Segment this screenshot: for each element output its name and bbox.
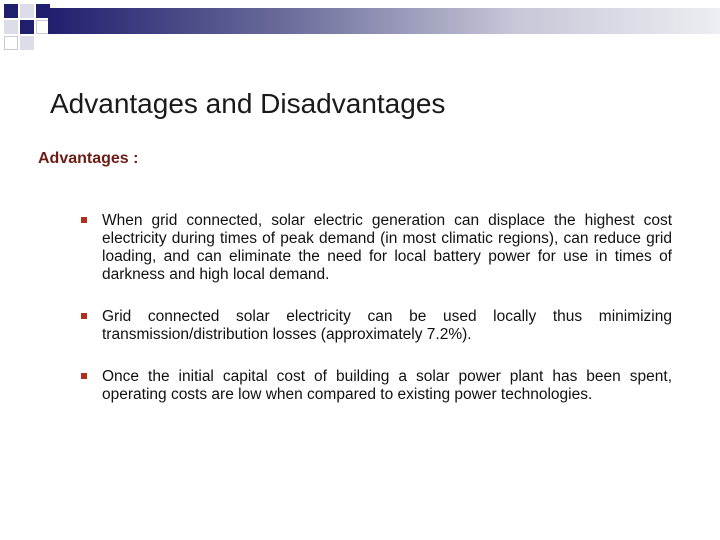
bullet-text: Once the initial capital cost of building a solar power plant has been spent, operating costs are low when compared to existing power technologies.	[102, 368, 672, 403]
bullet-item	[78, 212, 672, 284]
bullet-item	[78, 308, 672, 344]
bullet-text: Grid connected solar electricity can be used locally thus minimizing transmission/distribution losses (approximately 7.2%).	[102, 308, 672, 343]
header-gradient-bar	[48, 8, 720, 34]
square-bullet-icon	[81, 217, 87, 223]
section-heading: Advantages :	[38, 150, 139, 167]
decor-square-outline-2	[4, 36, 18, 50]
bullet-text: When grid connected, solar electric generation can displace the highest cost electricity during times of peak demand (in most climatic regions), can reduce grid loading, and can eliminate the need for local battery power for use in times of darkness and high local demand.	[102, 212, 672, 283]
slide-title: Advantages and Disadvantages	[50, 88, 446, 119]
decor-square-navy-1	[4, 4, 18, 18]
decor-square-navy-3	[20, 20, 34, 34]
decor-square-light-2	[4, 20, 18, 34]
decor-square-light-1	[20, 4, 34, 18]
square-bullet-icon	[81, 373, 87, 379]
bullet-list	[78, 212, 672, 404]
decor-square-light-3	[20, 36, 34, 50]
bullet-item	[78, 368, 672, 404]
square-bullet-icon	[81, 313, 87, 319]
